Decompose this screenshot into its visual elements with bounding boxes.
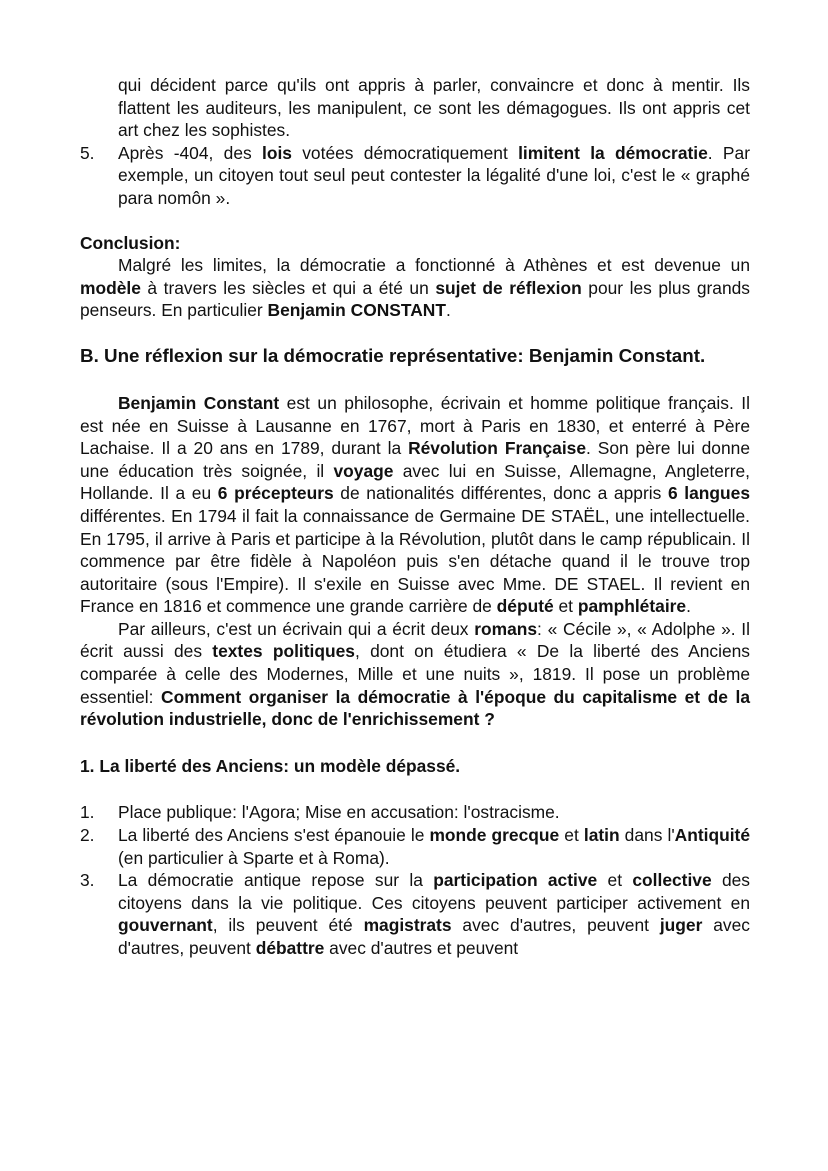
text-run: . Son père lui donne une éducation très soignée, il <box>80 438 750 481</box>
text-run: avec d'autres, peuvent <box>118 915 750 958</box>
list-item-5 <box>80 142 750 210</box>
text-run: Par ailleurs, c'est un écrivain qui a écrit deux <box>118 618 475 639</box>
list-item-1 <box>80 801 750 824</box>
text-run: et <box>597 870 633 891</box>
bold-text: 6 langues <box>667 483 750 504</box>
bold-text: député <box>496 596 554 617</box>
intro-continuation <box>80 74 750 142</box>
intro-continuation-text: qui décident parce qu'ils ont appris à parler, convaincre et donc à mentir. Ils flattent les auditeurs, les manipulent, ce sont les démagogues. Ils ont appris cet art chez les sophistes. <box>118 75 750 141</box>
list-item-2 <box>80 824 750 869</box>
bio-paragraph <box>80 392 750 618</box>
text-run: , ils peuvent été <box>212 915 364 936</box>
section-b-title: B. Une réflexion sur la démocratie représentative: Benjamin Constant. <box>80 344 706 366</box>
text-run: votées démocratiquement <box>291 142 519 163</box>
list-number: 1. <box>80 802 95 823</box>
text-run: : « Cécile », « Adolphe ». Il écrit aussi des <box>80 618 751 662</box>
subsection-1-title: 1. La liberté des Anciens: un modèle dépassé. <box>80 755 461 776</box>
bold-text: débattre <box>255 938 325 958</box>
bold-text: Benjamin CONSTANT <box>267 300 446 321</box>
text-run: de nationalités différentes, donc a appris <box>333 483 668 504</box>
text-run: avec d'autres, peuvent <box>451 915 660 936</box>
bold-text: Antiquité <box>674 825 751 846</box>
bold-text: juger <box>659 915 703 936</box>
bold-text: voyage <box>333 460 394 481</box>
document-page <box>80 74 750 960</box>
text-run: avec lui en Suisse, Allemagne, Angleterre, Hollande. Il a eu <box>80 460 750 504</box>
bold-text: gouvernant <box>118 915 213 936</box>
works-paragraph <box>80 618 750 731</box>
text-run: différentes. En 1794 il fait la connaissance de Germaine DE STAËL, une intellectuelle. En 1795, il arrive à Paris et participe à la Révolution, plutôt dans le camp républicain. Il commence par être fidèle à Napoléon puis s'en détache quand il le trouve trop autoritaire (sous l'Empire). Il s'exile en Suisse avec Mme. DE STAEL. Il revient en France en 1816 et commence une grande carrière de <box>80 505 750 617</box>
text-run: . <box>445 300 451 321</box>
bold-text: participation active <box>433 870 598 891</box>
bold-text: 6 précepteurs <box>217 483 334 504</box>
list-number: 3. <box>80 870 95 891</box>
text-run: , dont on étudiera « De la liberté des Anciens comparée à celle des Modernes, Mille et une nuits », 1819. Il pose un problème essentiel: <box>80 641 750 707</box>
bold-text: latin <box>583 825 620 846</box>
text-run: Malgré les limites, la démocratie a fonctionné à Athènes et est devenue un <box>118 255 750 276</box>
text-run: . Par exemple, un citoyen tout seul peut contester la légalité d'une loi, c'est le « graphé para nomôn ». <box>118 142 750 208</box>
bold-text: Révolution Française <box>408 438 587 459</box>
bold-text: lois <box>261 142 292 163</box>
text-run: La démocratie antique repose sur la <box>118 870 434 891</box>
text-run: Après -404, des <box>118 142 262 163</box>
text-run: des citoyens dans la vie politique. Ces citoyens peuvent participer activement en <box>118 870 750 913</box>
list-item-3 <box>80 869 750 959</box>
bold-text: monde grecque <box>429 825 560 846</box>
text-run: et <box>553 596 578 617</box>
bold-text: magistrats <box>363 915 452 936</box>
text-run: dans l' <box>619 825 675 846</box>
text-run: est un philosophe, écrivain et homme politique français. Il est née en Suisse à Lausanne en 1767, mort à Paris en 1830, et enterré à Père Lachaise. Il a 20 ans en 1789, durant la <box>80 392 750 459</box>
bold-text: sujet de réflexion <box>435 277 582 298</box>
text-run: . <box>686 596 691 617</box>
conclusion-paragraph <box>80 254 750 322</box>
list-number: 2. <box>80 825 95 846</box>
text-run: à travers les siècles et qui a été un <box>140 277 436 298</box>
text-run: La liberté des Anciens s'est épanouie le <box>118 825 430 846</box>
text-run: et <box>559 825 584 846</box>
bold-text: textes politiques <box>212 641 355 662</box>
bold-text: Benjamin Constant <box>118 392 280 413</box>
bold-text: pamphlétaire <box>577 596 687 617</box>
text-run: (en particulier à Sparte et à Roma). <box>118 847 390 868</box>
bold-text: modèle <box>80 277 141 298</box>
bold-text: collective <box>632 870 712 891</box>
text-run: avec d'autres et peuvent <box>324 938 519 958</box>
text-run: Place publique: l'Agora; Mise en accusation: l'ostracisme. <box>118 802 560 823</box>
conclusion-heading: Conclusion: <box>80 232 181 253</box>
bold-text: Comment organiser la démocratie à l'époque du capitalisme et de la révolution industrielle, donc de l'enrichissement ? <box>80 686 750 730</box>
bold-text: limitent la démocratie <box>518 142 708 163</box>
bold-text: romans <box>474 618 538 639</box>
list-number: 5. <box>80 142 95 163</box>
text-run: pour les plus grands penseurs. En particulier <box>80 277 750 321</box>
